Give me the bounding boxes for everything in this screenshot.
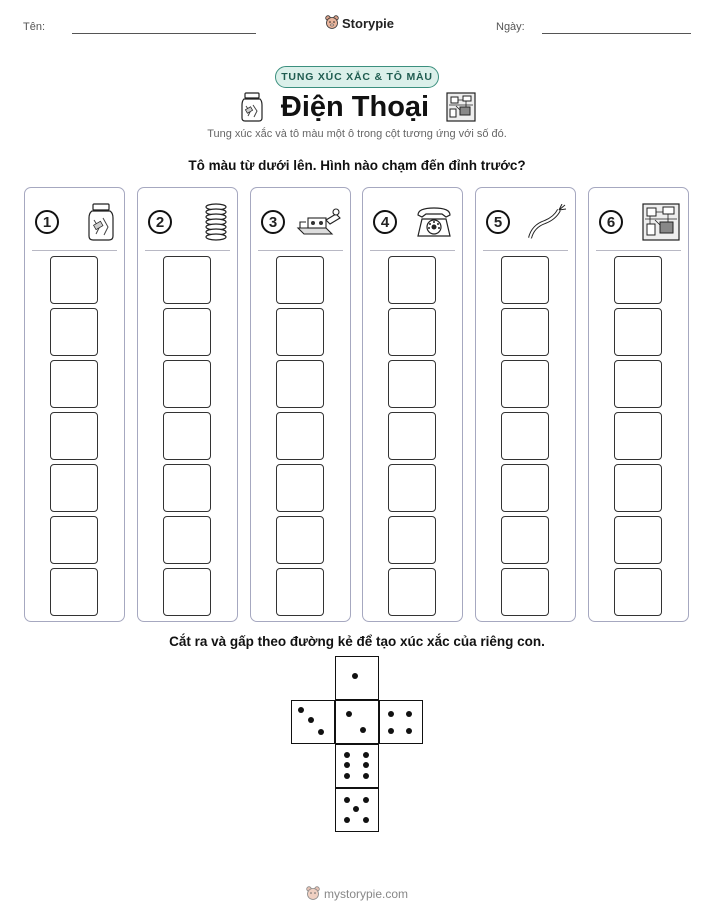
coloring-cell[interactable] xyxy=(501,308,549,356)
activity-badge: TUNG XÚC XẮC & TÔ MÀU xyxy=(275,66,439,88)
dice-face-4 xyxy=(379,700,423,744)
coloring-cell[interactable] xyxy=(614,412,662,460)
coloring-cell[interactable] xyxy=(163,464,211,512)
column-divider xyxy=(596,250,681,251)
coloring-cell[interactable] xyxy=(163,568,211,616)
coloring-cell[interactable] xyxy=(276,568,324,616)
storypie-logo xyxy=(325,13,395,33)
jar-icon xyxy=(86,203,116,241)
name-label: Tên: xyxy=(23,21,46,33)
coloring-cell[interactable] xyxy=(614,464,662,512)
coloring-cell[interactable] xyxy=(614,308,662,356)
cable-wire-icon xyxy=(527,204,567,240)
coloring-cell[interactable] xyxy=(388,464,436,512)
dice-face-2 xyxy=(335,700,379,744)
coloring-cell[interactable] xyxy=(50,568,98,616)
coloring-cell[interactable] xyxy=(501,516,549,564)
coil-spring-icon xyxy=(203,203,229,241)
jar-icon xyxy=(240,92,264,122)
column-divider xyxy=(32,250,117,251)
coloring-cell[interactable] xyxy=(50,256,98,304)
subtitle: Tung xúc xắc và tô màu một ô trong cột tương ứng với số đó. xyxy=(207,128,507,140)
title-row xyxy=(240,88,476,126)
circuit-board-icon xyxy=(642,203,680,241)
column-6 xyxy=(588,187,689,622)
coloring-cell[interactable] xyxy=(276,516,324,564)
coloring-cell[interactable] xyxy=(50,464,98,512)
bear-icon xyxy=(325,15,339,31)
coloring-cell[interactable] xyxy=(163,516,211,564)
column-2 xyxy=(137,187,238,622)
column-divider xyxy=(370,250,455,251)
coloring-cell[interactable] xyxy=(50,360,98,408)
coloring-cell[interactable] xyxy=(163,360,211,408)
coloring-cell[interactable] xyxy=(501,464,549,512)
column-number: 2 xyxy=(148,210,172,234)
column-number: 3 xyxy=(261,210,285,234)
coloring-cell[interactable] xyxy=(50,412,98,460)
dice-face-1 xyxy=(335,656,379,700)
coloring-cell[interactable] xyxy=(501,360,549,408)
rotary-telephone-icon xyxy=(414,205,454,239)
coloring-cell[interactable] xyxy=(614,568,662,616)
coloring-cell[interactable] xyxy=(501,568,549,616)
coloring-cell[interactable] xyxy=(388,308,436,356)
column-3 xyxy=(250,187,351,622)
coloring-cell[interactable] xyxy=(50,308,98,356)
coloring-cell[interactable] xyxy=(50,516,98,564)
column-number: 4 xyxy=(373,210,397,234)
coloring-cell[interactable] xyxy=(501,412,549,460)
column-number: 6 xyxy=(599,210,623,234)
name-blank-line[interactable] xyxy=(72,33,256,34)
coloring-cell[interactable] xyxy=(388,256,436,304)
coloring-cell[interactable] xyxy=(276,412,324,460)
column-divider xyxy=(258,250,343,251)
column-divider xyxy=(145,250,230,251)
coloring-cell[interactable] xyxy=(614,516,662,564)
column-number: 5 xyxy=(486,210,510,234)
bear-icon xyxy=(306,886,320,902)
footer-url[interactable]: mystorypie.com xyxy=(323,887,409,901)
coloring-instruction: Tô màu từ dưới lên. Hình nào chạm đến đỉnh trước? xyxy=(188,158,526,173)
date-label: Ngày: xyxy=(496,21,525,33)
coloring-cell[interactable] xyxy=(614,256,662,304)
date-blank-line[interactable] xyxy=(542,33,691,34)
coloring-cell[interactable] xyxy=(163,412,211,460)
cut-instruction: Cắt ra và gấp theo đường kẻ để tạo xúc xắc của riêng con. xyxy=(169,634,545,649)
column-number: 1 xyxy=(35,210,59,234)
dice-face-5 xyxy=(335,788,379,832)
page-title: Điện Thoại xyxy=(280,90,430,123)
column-5 xyxy=(475,187,576,622)
vintage-telephone-switchboard-icon xyxy=(296,206,342,238)
dice-face-3 xyxy=(291,700,335,744)
coloring-cell[interactable] xyxy=(276,464,324,512)
column-divider xyxy=(483,250,568,251)
footer xyxy=(0,886,714,902)
column-1 xyxy=(24,187,125,622)
coloring-cell[interactable] xyxy=(163,256,211,304)
coloring-cell[interactable] xyxy=(276,256,324,304)
coloring-cell[interactable] xyxy=(388,412,436,460)
coloring-cell[interactable] xyxy=(276,360,324,408)
coloring-cell[interactable] xyxy=(276,308,324,356)
column-4 xyxy=(362,187,463,622)
coloring-cell[interactable] xyxy=(388,568,436,616)
dice-face-6 xyxy=(335,744,379,788)
coloring-cell[interactable] xyxy=(614,360,662,408)
coloring-cell[interactable] xyxy=(388,516,436,564)
circuit-board-icon xyxy=(446,92,476,122)
coloring-cell[interactable] xyxy=(388,360,436,408)
coloring-cell[interactable] xyxy=(163,308,211,356)
brand-name: Storypie xyxy=(342,15,395,31)
coloring-cell[interactable] xyxy=(501,256,549,304)
